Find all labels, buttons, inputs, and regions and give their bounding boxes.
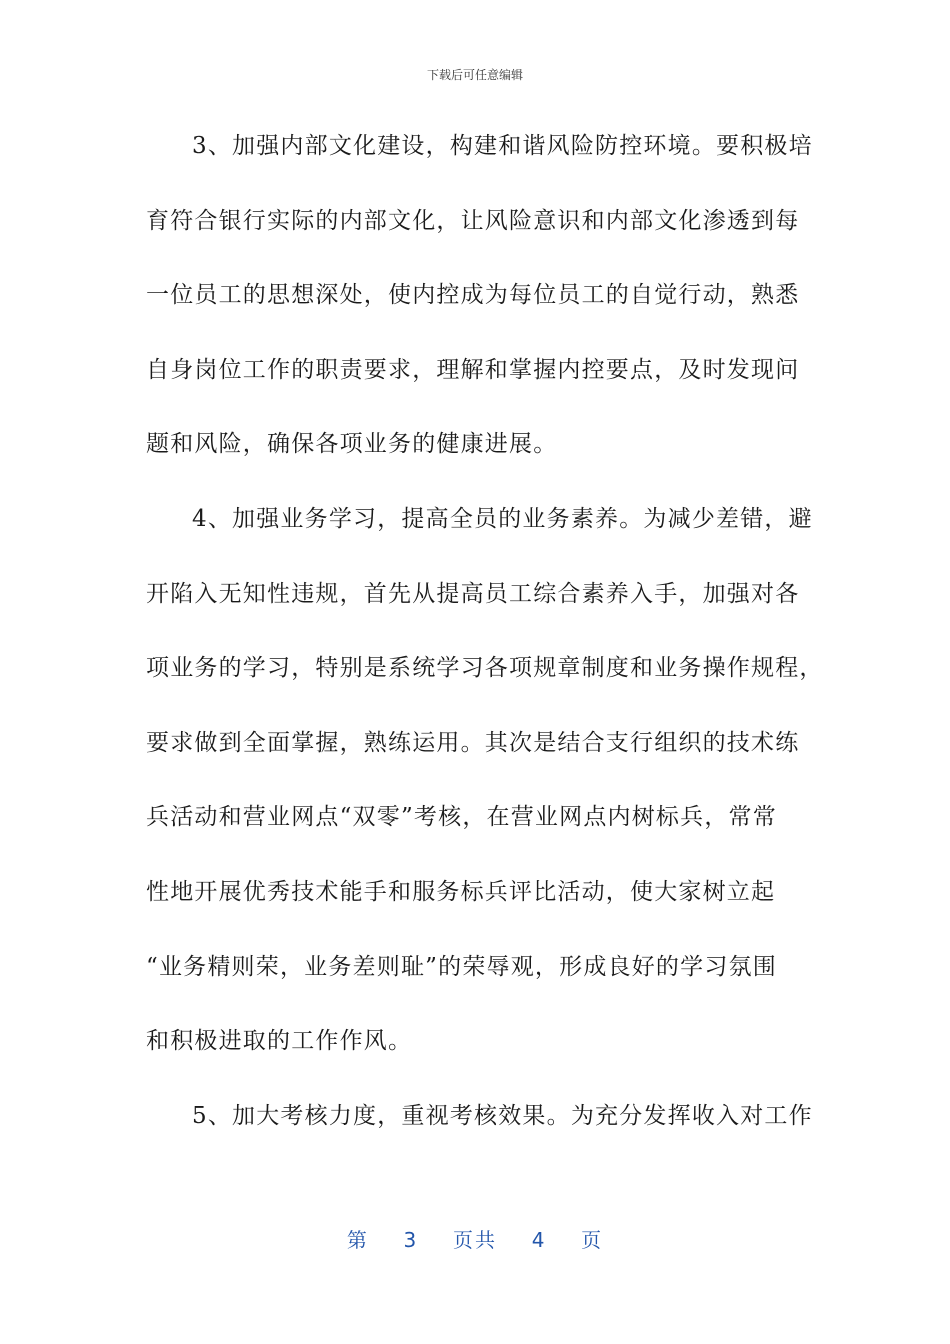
paragraph-line: 5、加大考核力度，重视考核效果。为充分发挥收入对工作 — [192, 1102, 813, 1129]
paragraph-line: 开陷入无知性违规，首先从提高员工综合素养入手，加强对各 — [146, 580, 800, 607]
paragraph-line: 题和风险，确保各项业务的健康进展。 — [146, 431, 558, 458]
footer-middle: 页共 — [453, 1228, 497, 1252]
paragraph-line: 自身岗位工作的职责要求，理解和掌握内控要点，及时发现问 — [146, 356, 800, 383]
paragraph-line: 4、加强业务学习，提高全员的业务素养。为减少差错，避 — [192, 505, 813, 532]
paragraph-line: 和积极进取的工作作风。 — [146, 1028, 413, 1055]
footer-prefix: 第 — [346, 1228, 369, 1252]
paragraph-line: 育符合银行实际的内部文化，让风险意识和内部文化渗透到每 — [146, 207, 800, 234]
page-footer — [0, 1224, 950, 1253]
paragraph-line: 3、加强内部文化建设，构建和谐风险防控环境。要积极培 — [192, 133, 813, 159]
paragraph-line: “业务精则荣，业务差则耻”的荣辱观，形成良好的学习氛围 — [146, 953, 777, 980]
paragraph-line: 一位员工的思想深处，使内控成为每位员工的自觉行动，熟悉 — [146, 282, 800, 309]
paragraph-line: 兵活动和营业网点“双零”考核，在营业网点内树标兵，常常 — [146, 804, 777, 831]
footer-suffix: 页 — [581, 1228, 604, 1252]
total-page-number: 4 — [531, 1228, 547, 1252]
document-body — [146, 120, 824, 1164]
page-header: 下载后可任意编辑 — [426, 68, 523, 82]
paragraph-line: 项业务的学习，特别是系统学习各项规章制度和业务操作规程， — [146, 655, 824, 682]
paragraph-line: 性地开展优秀技术能手和服务标兵评比活动，使大家树立起 — [146, 878, 776, 905]
paragraph-line: 要求做到全面掌握，熟练运用。其次是结合支行组织的技术练 — [146, 729, 800, 756]
current-page-number: 3 — [403, 1228, 419, 1252]
